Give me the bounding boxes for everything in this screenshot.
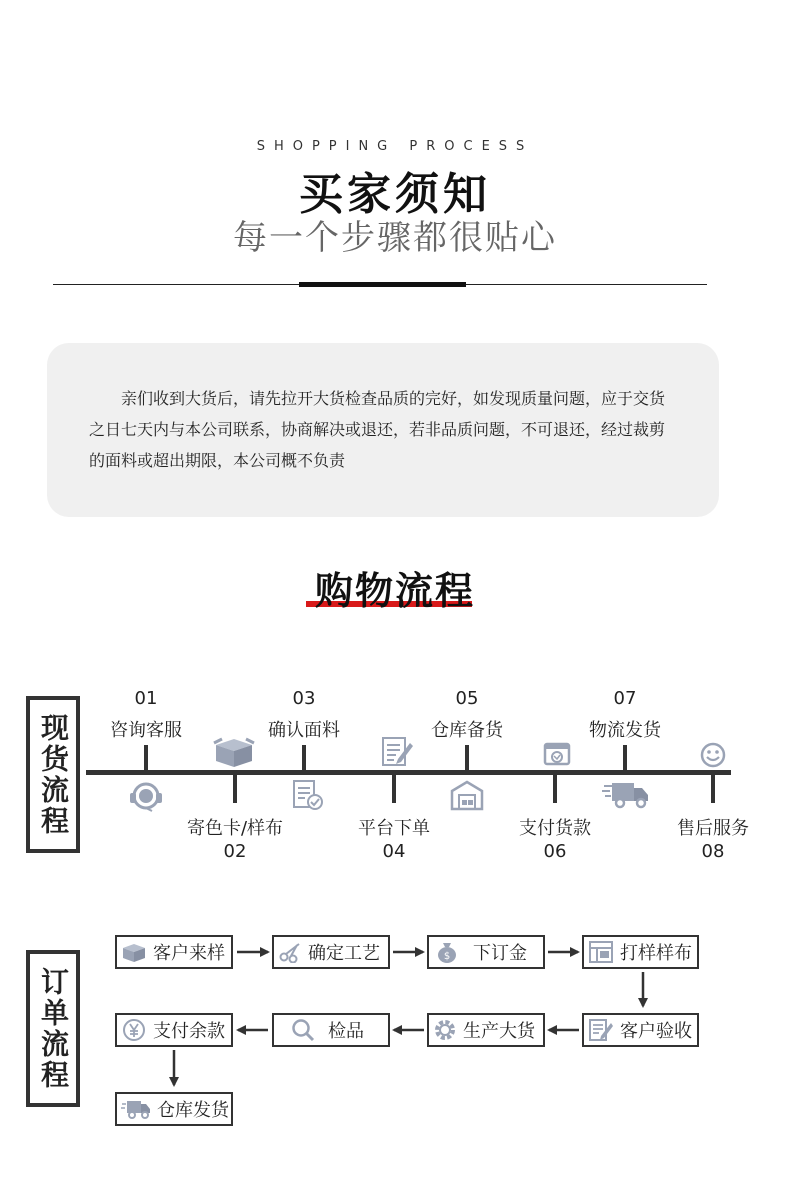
step-number: 07 [613,688,637,709]
order-flow-label-text: 订单流程 [37,966,70,1091]
step-label: 寄色卡/样布 [186,818,284,839]
step-number: 01 [134,688,158,709]
tagline: 每一个步骤都很贴心 [233,218,557,258]
order-step-label: 仓库发货 [157,1100,229,1121]
order-step-label: 支付余款 [153,1021,225,1042]
step-number: 03 [292,688,316,709]
step-label: 售后服务 [677,818,749,839]
order-step-label: 检品 [328,1021,364,1042]
step-label: 支付货款 [519,818,591,839]
notice-text: 亲们收到大货后，请先拉开大货检查品质的完好，如发现质量问题，应于交货之日七天内与本公司联系，协商解决或退还，若非品质问题，不可退还，经过裁剪的面料或超出期限，本公司概不负责 [89,389,666,470]
step-label: 仓库备货 [431,720,503,741]
step-number: 02 [223,841,247,862]
page-title: 买家须知 [299,169,491,220]
step-number: 06 [543,841,567,862]
order-step-label: 打样样布 [620,943,692,964]
subtitle-english: SHOPPING PROCESS [256,139,534,154]
step-label: 确认面料 [268,720,340,741]
order-step-label: 客户验收 [620,1021,692,1042]
step-label: 咨询客服 [110,720,182,741]
order-step-label: 生产大货 [463,1021,535,1042]
section-title: 购物流程 [314,569,475,613]
order-step-label: 客户来样 [153,943,225,964]
order-step-label: 确定工艺 [308,943,380,964]
step-number: 08 [701,841,725,862]
order-step-label: 下订金 [473,943,527,964]
step-label: 物流发货 [589,720,661,741]
step-number: 05 [455,688,479,709]
step-number: 04 [382,841,406,862]
svg-text:$: $ [443,951,451,962]
step-label: 平台下单 [358,818,430,839]
spot-flow-label-text: 现货流程 [37,712,70,837]
